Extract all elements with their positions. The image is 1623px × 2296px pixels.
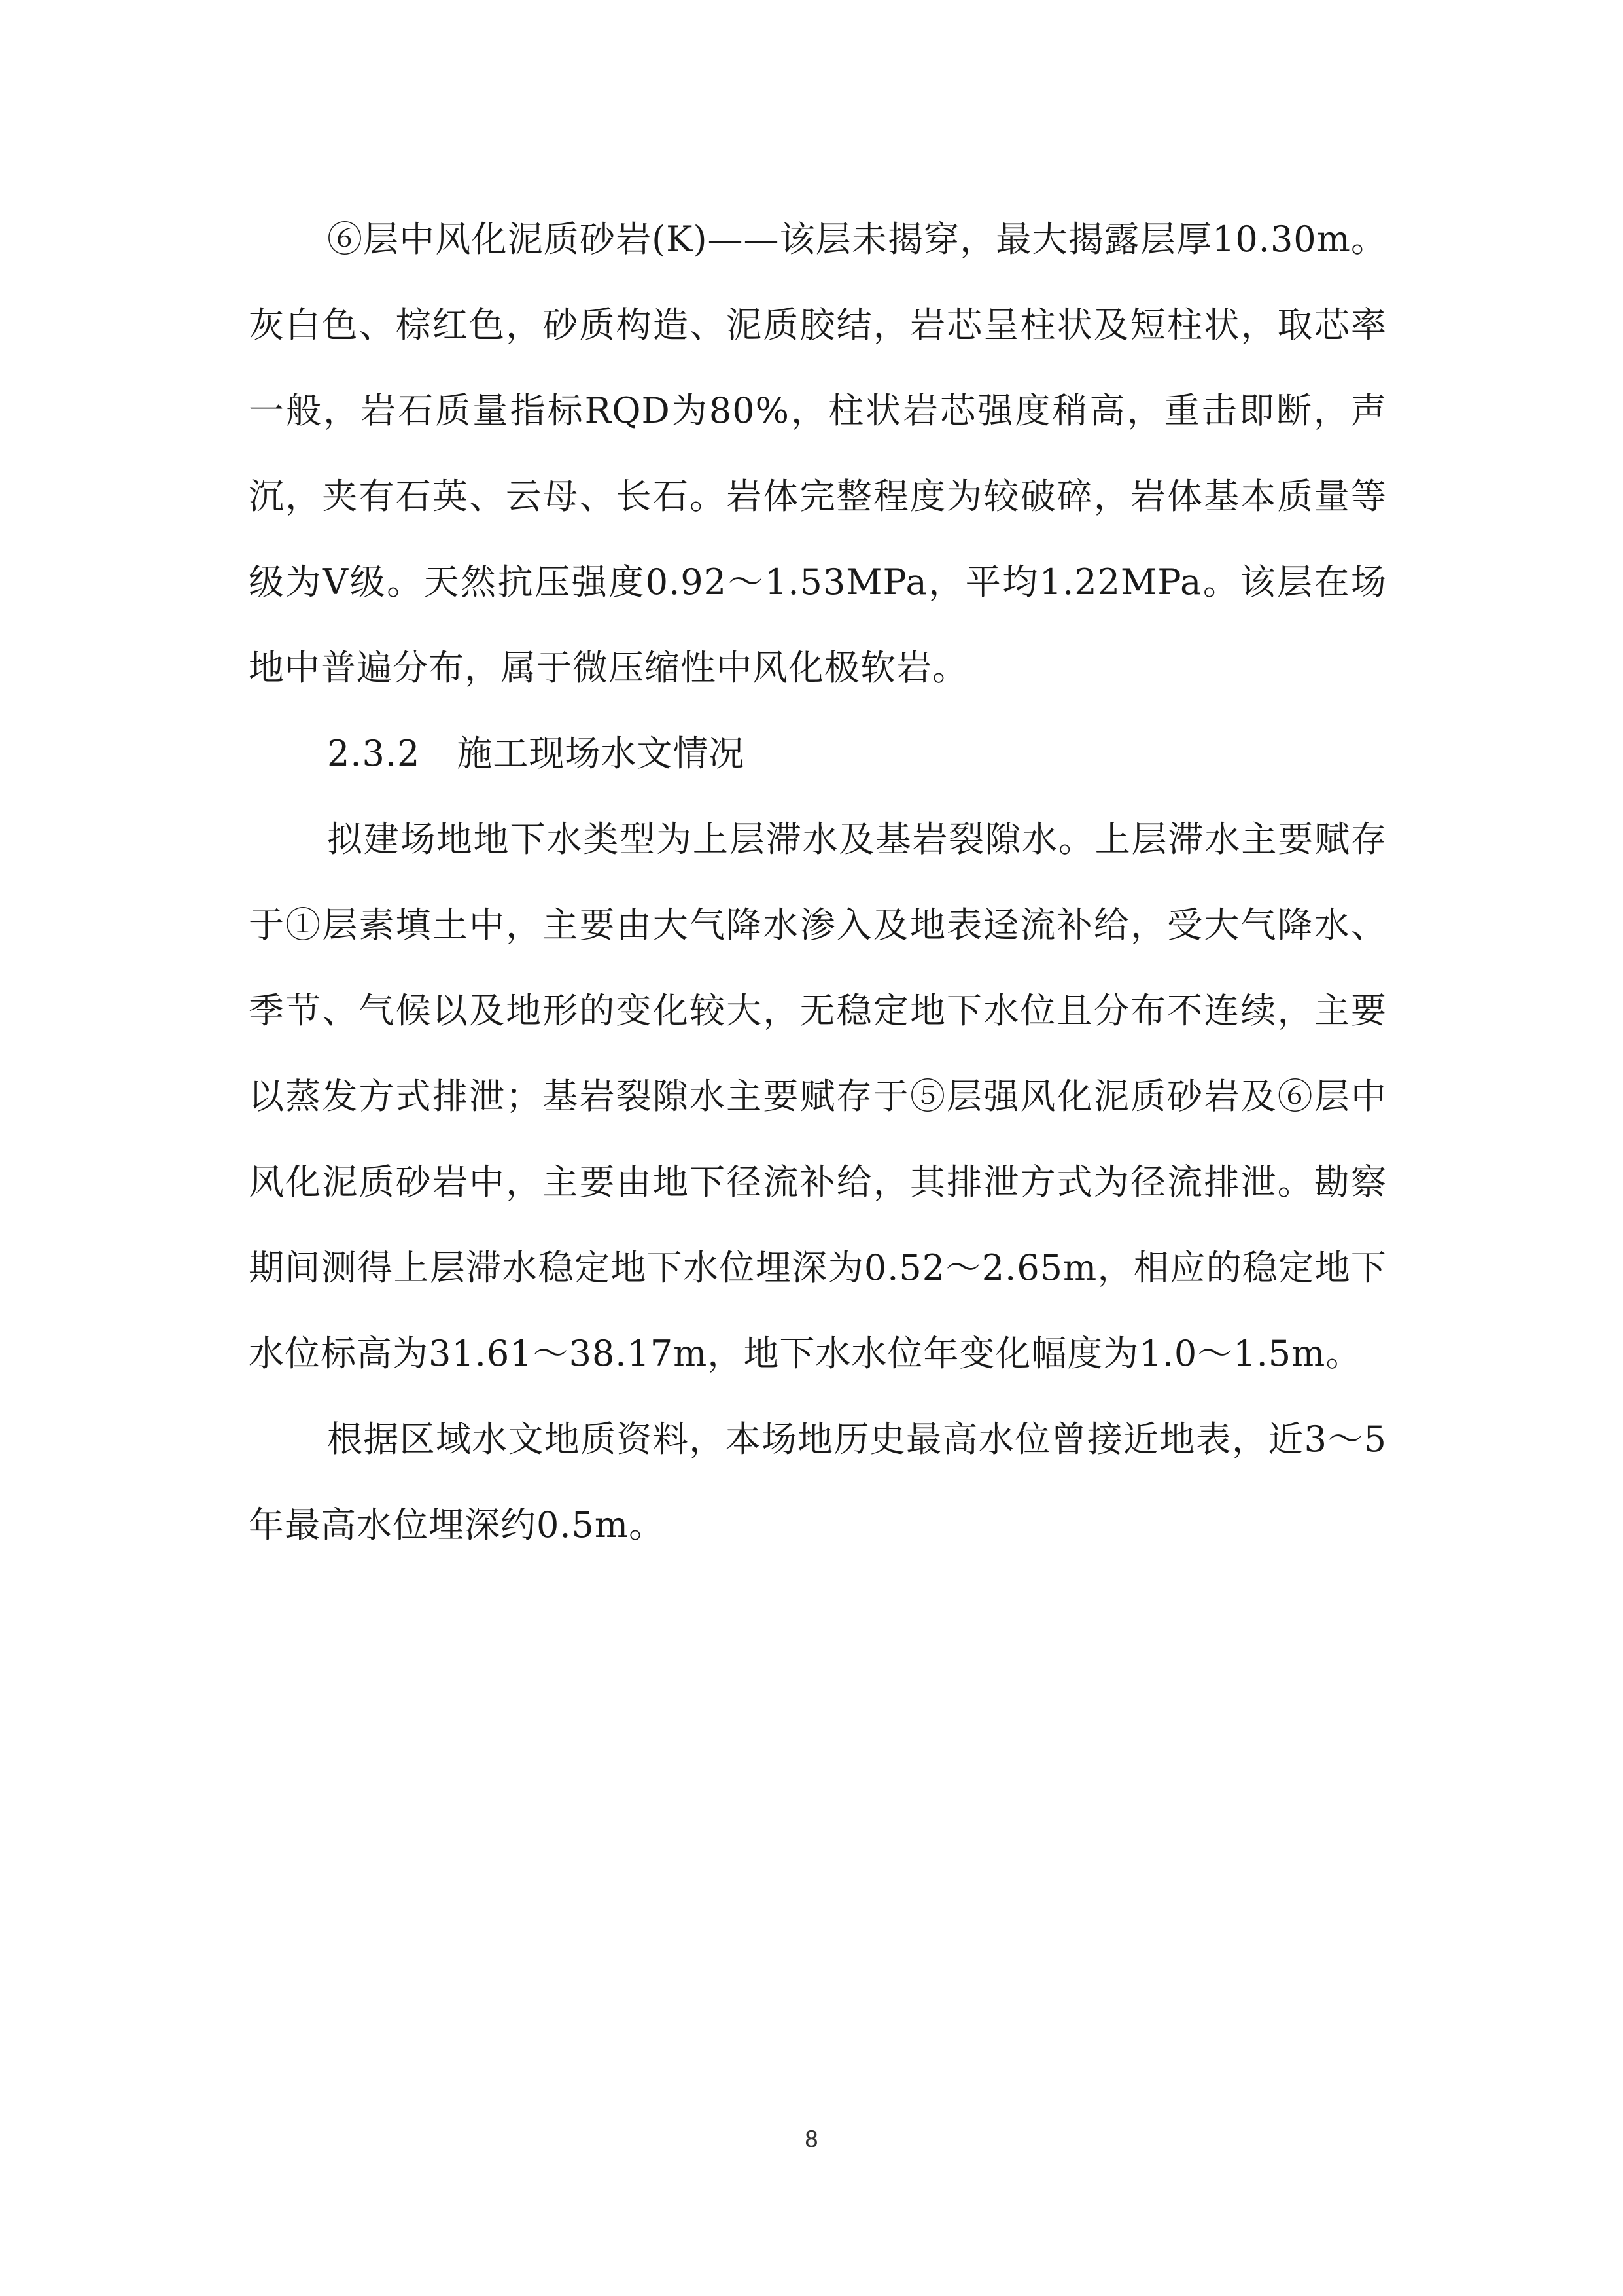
section-heading — [249, 711, 1387, 796]
document-body — [249, 196, 1387, 1568]
paragraph-groundwater-types: 拟建场地地下水类型为上层滞水及基岩裂隙水。上层滞水主要赋存于①层素填土中，主要由大气降水渗入及地表迳流补给，受大气降水、季节、气候以及地形的变化较大，无稳定地下水位且分布不连续，主要以蒸发方式排泄；基岩裂隙水主要赋存于⑤层强风化泥质砂岩及⑥层中风化泥质砂岩中，主要由地下径流补给，其排泄方式为径流排泄。勘察期间测得上层滞水稳定地下水位埋深为0.52～2.65m，相应的稳定地下水位标高为31.61～38.17m，地下水水位年变化幅度为1.0～1.5m。 — [249, 819, 1387, 1374]
section-title: 施工现场水文情况 — [457, 733, 745, 774]
paragraph-rock-layer-6: ⑥层中风化泥质砂岩(K)——该层未揭穿，最大揭露层厚10.30m。灰白色、棕红色，砂质构造、泥质胶结，岩芯呈柱状及短柱状，取芯率一般，岩石质量指标RQD为80%，柱状岩芯强度稍高，重击即断，声沉，夹有石英、云母、长石。岩体完整程度为较破碎，岩体基本质量等级为Ⅴ级。天然抗压强度0.92～1.53MPa，平均1.22MPa。该层在场地中普遍分布，属于微压缩性中风化极软岩。 — [249, 219, 1387, 688]
section-number: 2.3.2 — [327, 733, 421, 774]
paragraph-historical-water-level: 根据区域水文地质资料，本场地历史最高水位曾接近地表，近3～5年最高水位埋深约0.5m。 — [249, 1419, 1387, 1545]
page-number: 8 — [804, 2127, 819, 2153]
